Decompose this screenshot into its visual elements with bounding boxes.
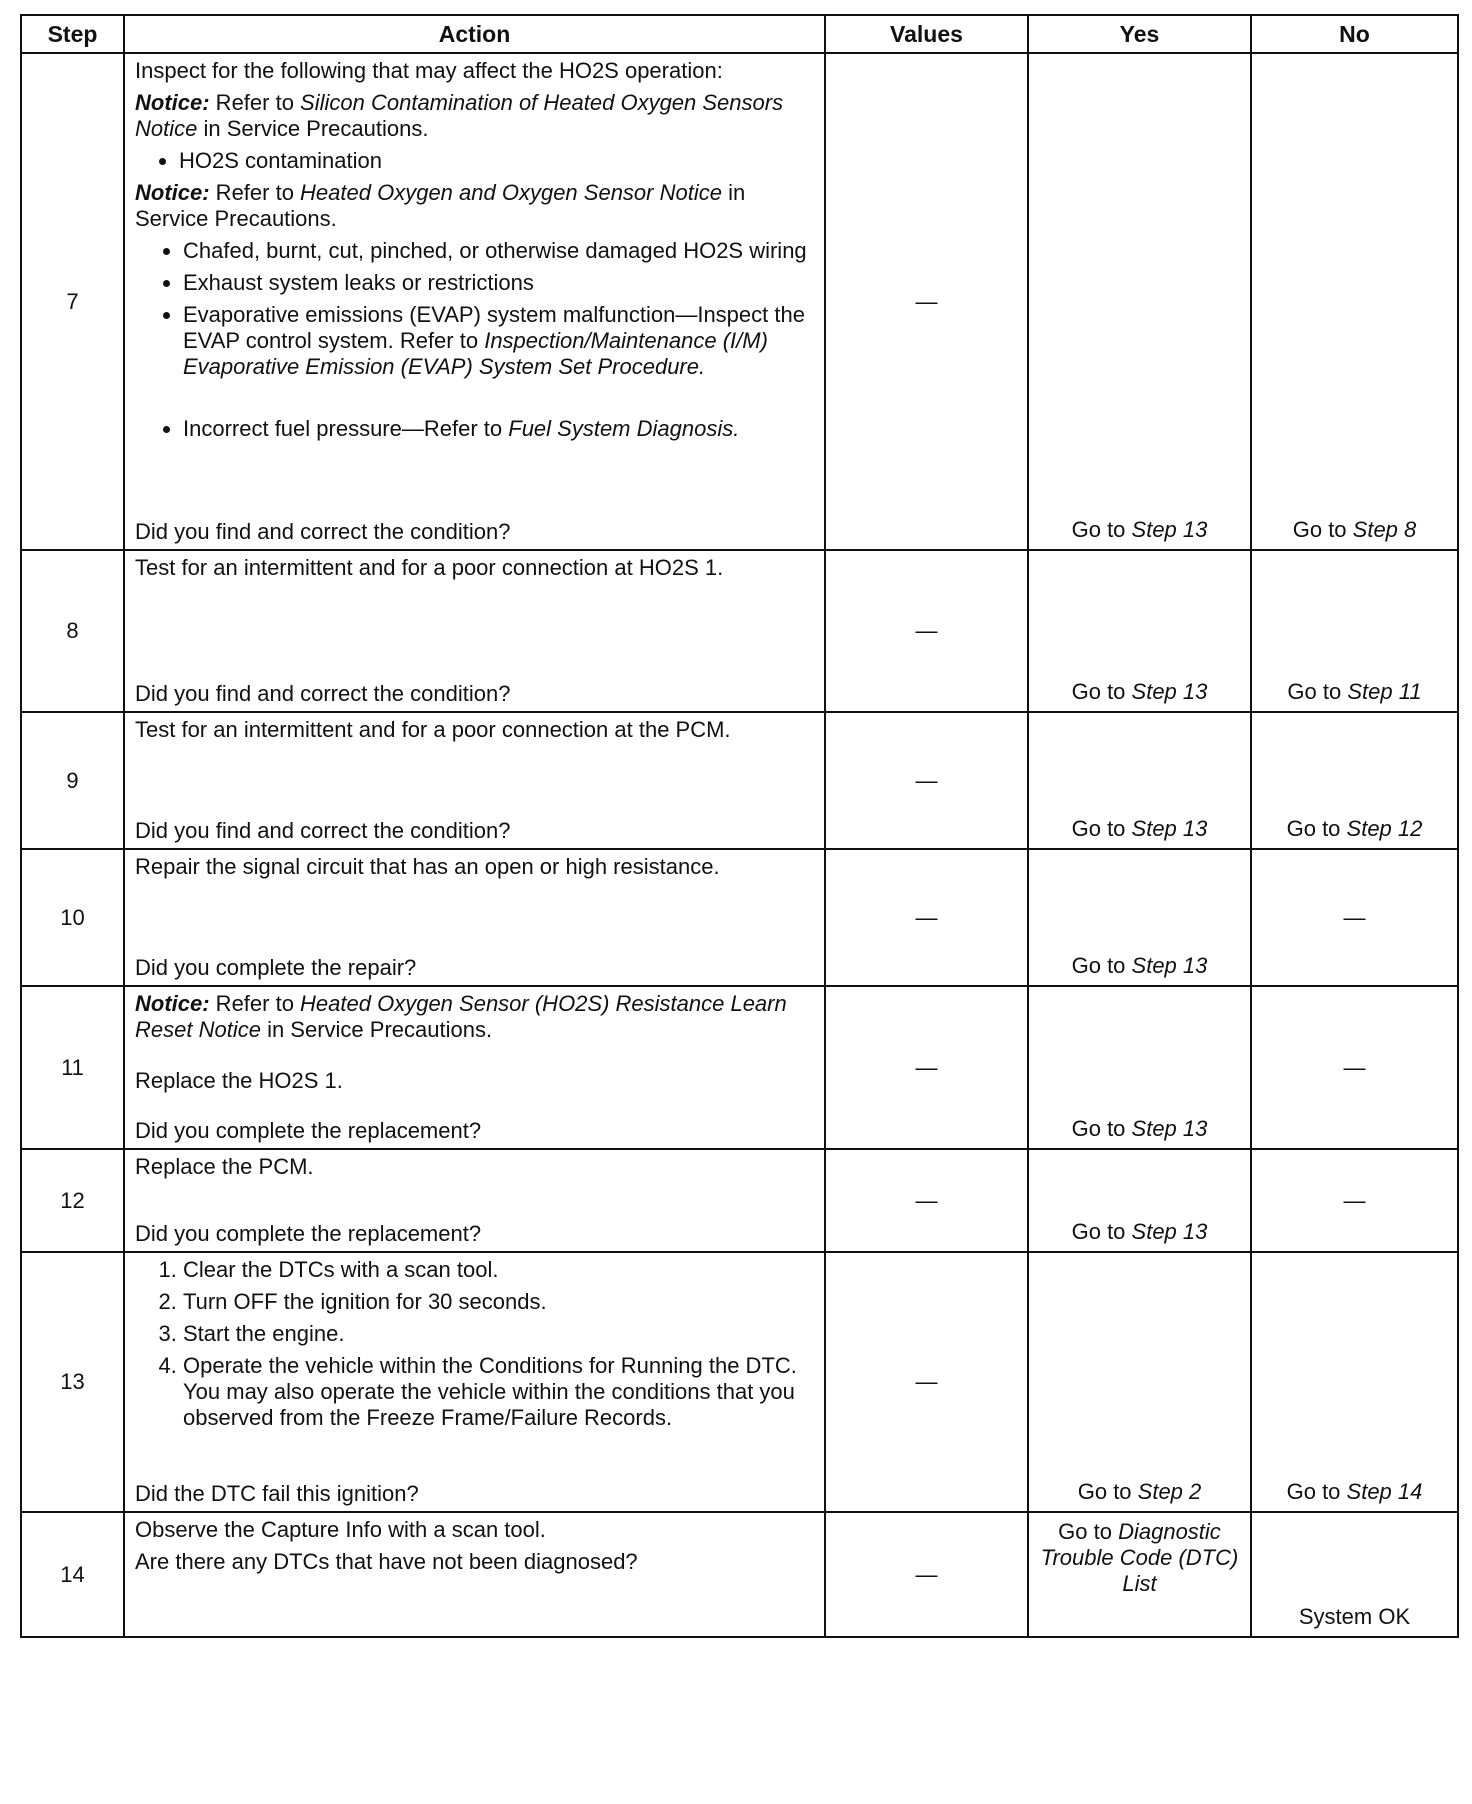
no-cell: — <box>1251 1149 1458 1252</box>
step-number: 7 <box>21 53 124 550</box>
header-no: No <box>1251 15 1458 53</box>
action-cell <box>124 849 825 986</box>
values-cell: — <box>825 986 1028 1149</box>
action-cell <box>124 986 825 1149</box>
values-cell: — <box>825 550 1028 712</box>
action-question: Did you find and correct the condition? <box>135 818 511 843</box>
action-text: Observe the Capture Info with a scan tool. <box>135 1517 546 1542</box>
table-row <box>21 849 1458 986</box>
yes-cell: Go to Step 13 <box>1028 53 1251 550</box>
no-cell: — <box>1251 849 1458 986</box>
yes-cell: Go to Diagnostic Trouble Code (DTC) List <box>1028 1512 1251 1637</box>
values-cell: — <box>825 712 1028 849</box>
yes-cell: Go to Step 2 <box>1028 1252 1251 1512</box>
no-cell: — <box>1251 986 1458 1149</box>
action-question: Did you complete the repair? <box>135 955 417 980</box>
values-cell: — <box>825 1512 1028 1637</box>
header-row <box>21 15 1458 53</box>
step-number: 10 <box>21 849 124 986</box>
diagnostic-table <box>20 14 1459 1638</box>
action-cell <box>124 712 825 849</box>
list-item: • Evaporative emissions (EVAP) system malfunction—Inspect the EVAP control system. Refer to Inspection/Maintenance (I/M) Evaporative Emission (EVAP) System Set Procedure. <box>183 302 814 380</box>
notice-text: Notice: Refer to Heated Oxygen and Oxygen Sensor Notice in Service Precautions. <box>135 180 746 231</box>
action-cell <box>124 1512 825 1637</box>
no-cell: Go to Step 12 <box>1251 712 1458 849</box>
action-text: Test for an intermittent and for a poor connection at the PCM. <box>135 717 731 742</box>
action-question: Did the DTC fail this ignition? <box>135 1481 419 1506</box>
action-text: Replace the PCM. <box>135 1154 314 1179</box>
step-number: 12 <box>21 1149 124 1252</box>
yes-cell: Go to Step 13 <box>1028 1149 1251 1252</box>
header-values: Values <box>825 15 1028 53</box>
action-cell <box>124 1252 825 1512</box>
list-item: • Incorrect fuel pressure—Refer to Fuel System Diagnosis. <box>183 416 814 442</box>
list-item: 1. Clear the DTCs with a scan tool. <box>183 1257 814 1283</box>
table-row <box>21 550 1458 712</box>
list-item: • Chafed, burnt, cut, pinched, or otherwise damaged HO2S wiring <box>183 238 814 264</box>
action-text: Test for an intermittent and for a poor connection at HO2S 1. <box>135 555 724 580</box>
step-number: 9 <box>21 712 124 849</box>
step-number: 13 <box>21 1252 124 1512</box>
values-cell: — <box>825 53 1028 550</box>
list-item: 3. Start the engine. <box>183 1321 814 1347</box>
step-number: 8 <box>21 550 124 712</box>
action-question: Did you find and correct the condition? <box>135 519 511 544</box>
action-intro: Inspect for the following that may affect the HO2S operation: <box>135 58 723 83</box>
header-yes: Yes <box>1028 15 1251 53</box>
action-question: Are there any DTCs that have not been diagnosed? <box>135 1549 638 1574</box>
action-question: Did you complete the replacement? <box>135 1118 482 1143</box>
header-action: Action <box>124 15 825 53</box>
action-text: Replace the HO2S 1. <box>135 1067 343 1093</box>
values-cell: — <box>825 849 1028 986</box>
table-row <box>21 1512 1458 1637</box>
action-cell <box>124 550 825 712</box>
action-cell <box>124 1149 825 1252</box>
table-row <box>21 1252 1458 1512</box>
yes-cell: Go to Step 13 <box>1028 986 1251 1149</box>
list-item: • Exhaust system leaks or restrictions <box>183 270 814 296</box>
no-cell: Go to Step 11 <box>1251 550 1458 712</box>
yes-cell: Go to Step 13 <box>1028 712 1251 849</box>
step-number: 14 <box>21 1512 124 1637</box>
table-row <box>21 986 1458 1149</box>
no-cell: Go to Step 14 <box>1251 1252 1458 1512</box>
notice-text: Notice: Refer to Silicon Contamination of Heated Oxygen Sensors Notice in Service Precautions. <box>135 90 784 141</box>
header-step: Step <box>21 15 124 53</box>
list-item: • HO2S contamination <box>179 148 814 174</box>
values-cell: — <box>825 1252 1028 1512</box>
list-item: 4. Operate the vehicle within the Conditions for Running the DTC. You may also operate the vehicle within the conditions that you observed from the Freeze Frame/Failure Records. <box>183 1353 814 1431</box>
table-row <box>21 53 1458 550</box>
action-question: Did you find and correct the condition? <box>135 681 511 706</box>
no-cell: System OK <box>1251 1512 1458 1637</box>
values-cell: — <box>825 1149 1028 1252</box>
action-text: Repair the signal circuit that has an open or high resistance. <box>135 854 720 879</box>
list-item: 2. Turn OFF the ignition for 30 seconds. <box>183 1289 814 1315</box>
table-row <box>21 712 1458 849</box>
table-row <box>21 1149 1458 1252</box>
yes-cell: Go to Step 13 <box>1028 849 1251 986</box>
action-cell <box>124 53 825 550</box>
no-cell: Go to Step 8 <box>1251 53 1458 550</box>
step-number: 11 <box>21 986 124 1149</box>
notice-text: Notice: Refer to Heated Oxygen Sensor (HO2S) Resistance Learn Reset Notice in Service Precautions. <box>135 991 787 1042</box>
yes-cell: Go to Step 13 <box>1028 550 1251 712</box>
action-question: Did you complete the replacement? <box>135 1221 482 1246</box>
